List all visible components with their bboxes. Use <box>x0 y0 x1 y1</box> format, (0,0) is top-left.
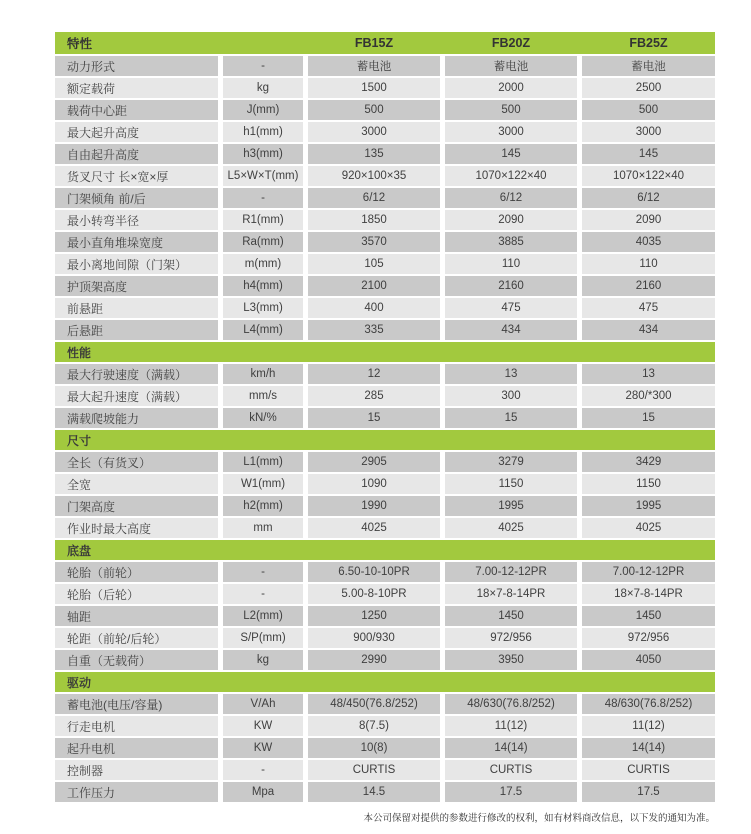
row-value-fb15z: 12 <box>308 364 440 384</box>
row-value-fb25z: 11(12) <box>582 716 715 736</box>
row-unit: h3(mm) <box>223 144 303 164</box>
row-value-fb20z: 1150 <box>445 474 577 494</box>
row-unit: Mpa <box>223 782 303 802</box>
row-value-fb20z: 13 <box>445 364 577 384</box>
row-value-fb15z: 6.50-10-10PR <box>308 562 440 582</box>
table-row <box>55 760 715 780</box>
row-value-fb15z: 蓄电池 <box>308 56 440 76</box>
row-value-fb20z: 1995 <box>445 496 577 516</box>
section-header: 驱动 <box>55 672 715 692</box>
row-label: 最小直角堆垛宽度 <box>55 232 218 252</box>
row-value-fb20z: 145 <box>445 144 577 164</box>
spec-table-body <box>55 56 715 802</box>
row-label: 轴距 <box>55 606 218 626</box>
row-unit: S/P(mm) <box>223 628 303 648</box>
row-value-fb25z: 17.5 <box>582 782 715 802</box>
row-value-fb15z: 6/12 <box>308 188 440 208</box>
row-label: 作业时最大高度 <box>55 518 218 538</box>
row-unit: KW <box>223 716 303 736</box>
row-value-fb25z: 1450 <box>582 606 715 626</box>
table-row <box>55 386 715 406</box>
row-label: 控制器 <box>55 760 218 780</box>
row-value-fb25z: 14(14) <box>582 738 715 758</box>
row-value-fb15z: 3000 <box>308 122 440 142</box>
row-value-fb20z: 4025 <box>445 518 577 538</box>
row-label: 工作压力 <box>55 782 218 802</box>
table-row <box>55 738 715 758</box>
row-value-fb25z: 48/630(76.8/252) <box>582 694 715 714</box>
spec-table <box>55 32 715 804</box>
column-header-feature: 特性 <box>67 37 93 51</box>
row-value-fb20z: 7.00-12-12PR <box>445 562 577 582</box>
row-unit: - <box>223 188 303 208</box>
row-unit: - <box>223 562 303 582</box>
row-label: 蓄电池(电压/容量) <box>55 694 218 714</box>
row-value-fb15z: 920×100×35 <box>308 166 440 186</box>
row-unit: mm <box>223 518 303 538</box>
row-unit: L4(mm) <box>223 320 303 340</box>
row-unit: h1(mm) <box>223 122 303 142</box>
row-value-fb25z: 15 <box>582 408 715 428</box>
row-value-fb25z: 2160 <box>582 276 715 296</box>
row-value-fb15z: 48/450(76.8/252) <box>308 694 440 714</box>
row-value-fb20z: 500 <box>445 100 577 120</box>
footnote-text: 本公司保留对提供的参数进行修改的权利，如有材料商改信息，以下发的通知为准。 <box>363 813 715 824</box>
row-unit: L1(mm) <box>223 452 303 472</box>
row-value-fb20z: CURTIS <box>445 760 577 780</box>
table-row <box>55 276 715 296</box>
row-unit: kg <box>223 650 303 670</box>
row-unit: - <box>223 584 303 604</box>
row-label: 最小离地间隙（门架） <box>55 254 218 274</box>
table-row <box>55 694 715 714</box>
row-value-fb20z: 434 <box>445 320 577 340</box>
row-value-fb25z: 1995 <box>582 496 715 516</box>
row-label: 自由起升高度 <box>55 144 218 164</box>
table-row <box>55 188 715 208</box>
row-label: 货叉尺寸 长×宽×厚 <box>55 166 218 186</box>
table-row <box>55 474 715 494</box>
row-value-fb15z: 5.00-8-10PR <box>308 584 440 604</box>
table-row <box>55 78 715 98</box>
table-row <box>55 496 715 516</box>
table-row <box>55 628 715 648</box>
row-label: 行走电机 <box>55 716 218 736</box>
row-unit: h4(mm) <box>223 276 303 296</box>
row-value-fb20z: 17.5 <box>445 782 577 802</box>
row-value-fb15z: 15 <box>308 408 440 428</box>
row-value-fb15z: 105 <box>308 254 440 274</box>
row-value-fb15z: 2990 <box>308 650 440 670</box>
row-unit: V/Ah <box>223 694 303 714</box>
row-value-fb15z: 10(8) <box>308 738 440 758</box>
row-unit: kg <box>223 78 303 98</box>
row-value-fb20z: 1070×122×40 <box>445 166 577 186</box>
row-value-fb15z: 335 <box>308 320 440 340</box>
column-header-fb15z: FB15Z <box>354 36 394 50</box>
row-value-fb20z: 972/956 <box>445 628 577 648</box>
row-label: 最小转弯半径 <box>55 210 218 230</box>
table-row <box>55 122 715 142</box>
table-row <box>55 782 715 802</box>
row-label: 满载爬坡能力 <box>55 408 218 428</box>
row-value-fb25z: 13 <box>582 364 715 384</box>
row-value-fb15z: 2100 <box>308 276 440 296</box>
row-label: 后悬距 <box>55 320 218 340</box>
row-value-fb15z: 135 <box>308 144 440 164</box>
row-value-fb15z: 8(7.5) <box>308 716 440 736</box>
column-header-fb25z: FB25Z <box>629 36 668 50</box>
row-label: 门架高度 <box>55 496 218 516</box>
table-row <box>55 452 715 472</box>
row-unit: h2(mm) <box>223 496 303 516</box>
row-label: 自重（无载荷） <box>55 650 218 670</box>
row-value-fb15z: 1850 <box>308 210 440 230</box>
row-label: 起升电机 <box>55 738 218 758</box>
row-unit: J(mm) <box>223 100 303 120</box>
row-value-fb20z: 3279 <box>445 452 577 472</box>
row-label: 门架倾角 前/后 <box>55 188 218 208</box>
row-value-fb20z: 48/630(76.8/252) <box>445 694 577 714</box>
row-value-fb20z: 110 <box>445 254 577 274</box>
table-row <box>55 210 715 230</box>
row-value-fb15z: 3570 <box>308 232 440 252</box>
row-value-fb20z: 6/12 <box>445 188 577 208</box>
row-label: 动力形式 <box>55 56 218 76</box>
table-row <box>55 584 715 604</box>
row-unit: KW <box>223 738 303 758</box>
row-value-fb20z: 3885 <box>445 232 577 252</box>
row-value-fb25z: 2090 <box>582 210 715 230</box>
row-value-fb25z: 6/12 <box>582 188 715 208</box>
table-row <box>55 518 715 538</box>
row-value-fb25z: 4050 <box>582 650 715 670</box>
row-label: 轮距（前轮/后轮） <box>55 628 218 648</box>
row-value-fb25z: 110 <box>582 254 715 274</box>
row-label: 全长（有货叉） <box>55 452 218 472</box>
section-header: 底盘 <box>55 540 715 560</box>
table-row <box>55 650 715 670</box>
row-value-fb15z: 1090 <box>308 474 440 494</box>
row-label: 轮胎（前轮） <box>55 562 218 582</box>
row-value-fb25z: 145 <box>582 144 715 164</box>
row-value-fb25z: 1150 <box>582 474 715 494</box>
row-label: 最大起升高度 <box>55 122 218 142</box>
row-value-fb25z: CURTIS <box>582 760 715 780</box>
row-value-fb25z: 475 <box>582 298 715 318</box>
table-header-row <box>55 32 715 54</box>
row-value-fb20z: 14(14) <box>445 738 577 758</box>
row-value-fb20z: 475 <box>445 298 577 318</box>
row-value-fb20z: 2160 <box>445 276 577 296</box>
row-value-fb20z: 3000 <box>445 122 577 142</box>
row-unit: L2(mm) <box>223 606 303 626</box>
row-value-fb20z: 18×7-8-14PR <box>445 584 577 604</box>
row-unit: mm/s <box>223 386 303 406</box>
column-header-unit <box>223 32 303 54</box>
row-value-fb25z: 4035 <box>582 232 715 252</box>
row-label: 最大行驶速度（满载） <box>55 364 218 384</box>
row-value-fb15z: 2905 <box>308 452 440 472</box>
row-value-fb15z: CURTIS <box>308 760 440 780</box>
row-value-fb20z: 2090 <box>445 210 577 230</box>
row-unit: W1(mm) <box>223 474 303 494</box>
row-label: 前悬距 <box>55 298 218 318</box>
row-unit: L3(mm) <box>223 298 303 318</box>
section-header: 性能 <box>55 342 715 362</box>
row-value-fb25z: 3429 <box>582 452 715 472</box>
row-value-fb25z: 4025 <box>582 518 715 538</box>
row-value-fb20z: 300 <box>445 386 577 406</box>
row-value-fb25z: 280/*300 <box>582 386 715 406</box>
table-row <box>55 320 715 340</box>
table-row <box>55 254 715 274</box>
row-value-fb25z: 18×7-8-14PR <box>582 584 715 604</box>
table-row <box>55 562 715 582</box>
table-row <box>55 606 715 626</box>
row-value-fb20z: 蓄电池 <box>445 56 577 76</box>
table-row <box>55 166 715 186</box>
row-value-fb15z: 400 <box>308 298 440 318</box>
row-value-fb15z: 900/930 <box>308 628 440 648</box>
table-row <box>55 144 715 164</box>
row-value-fb15z: 1250 <box>308 606 440 626</box>
row-unit: - <box>223 760 303 780</box>
row-label: 载荷中心距 <box>55 100 218 120</box>
row-value-fb20z: 15 <box>445 408 577 428</box>
row-value-fb20z: 2000 <box>445 78 577 98</box>
column-header-fb20z: FB20Z <box>491 36 531 50</box>
table-row <box>55 232 715 252</box>
row-unit: m(mm) <box>223 254 303 274</box>
row-unit: km/h <box>223 364 303 384</box>
row-value-fb25z: 7.00-12-12PR <box>582 562 715 582</box>
row-value-fb15z: 4025 <box>308 518 440 538</box>
row-value-fb15z: 500 <box>308 100 440 120</box>
row-value-fb15z: 14.5 <box>308 782 440 802</box>
row-value-fb15z: 1500 <box>308 78 440 98</box>
row-unit: Ra(mm) <box>223 232 303 252</box>
row-value-fb25z: 3000 <box>582 122 715 142</box>
table-row <box>55 408 715 428</box>
table-row <box>55 56 715 76</box>
table-row <box>55 298 715 318</box>
row-value-fb25z: 500 <box>582 100 715 120</box>
row-label: 全宽 <box>55 474 218 494</box>
section-header: 尺寸 <box>55 430 715 450</box>
row-label: 轮胎（后轮） <box>55 584 218 604</box>
row-value-fb15z: 285 <box>308 386 440 406</box>
row-unit: L5×W×T(mm) <box>223 166 303 186</box>
row-unit: - <box>223 56 303 76</box>
row-value-fb25z: 972/956 <box>582 628 715 648</box>
row-value-fb15z: 1990 <box>308 496 440 516</box>
row-value-fb20z: 11(12) <box>445 716 577 736</box>
row-label: 护顶架高度 <box>55 276 218 296</box>
table-row <box>55 100 715 120</box>
row-label: 最大起升速度（满载） <box>55 386 218 406</box>
row-unit: R1(mm) <box>223 210 303 230</box>
row-label: 额定载荷 <box>55 78 218 98</box>
row-value-fb25z: 2500 <box>582 78 715 98</box>
table-row <box>55 716 715 736</box>
row-value-fb20z: 3950 <box>445 650 577 670</box>
row-unit: kN/% <box>223 408 303 428</box>
row-value-fb20z: 1450 <box>445 606 577 626</box>
row-value-fb25z: 蓄电池 <box>582 56 715 76</box>
table-row <box>55 364 715 384</box>
row-value-fb25z: 434 <box>582 320 715 340</box>
row-value-fb25z: 1070×122×40 <box>582 166 715 186</box>
